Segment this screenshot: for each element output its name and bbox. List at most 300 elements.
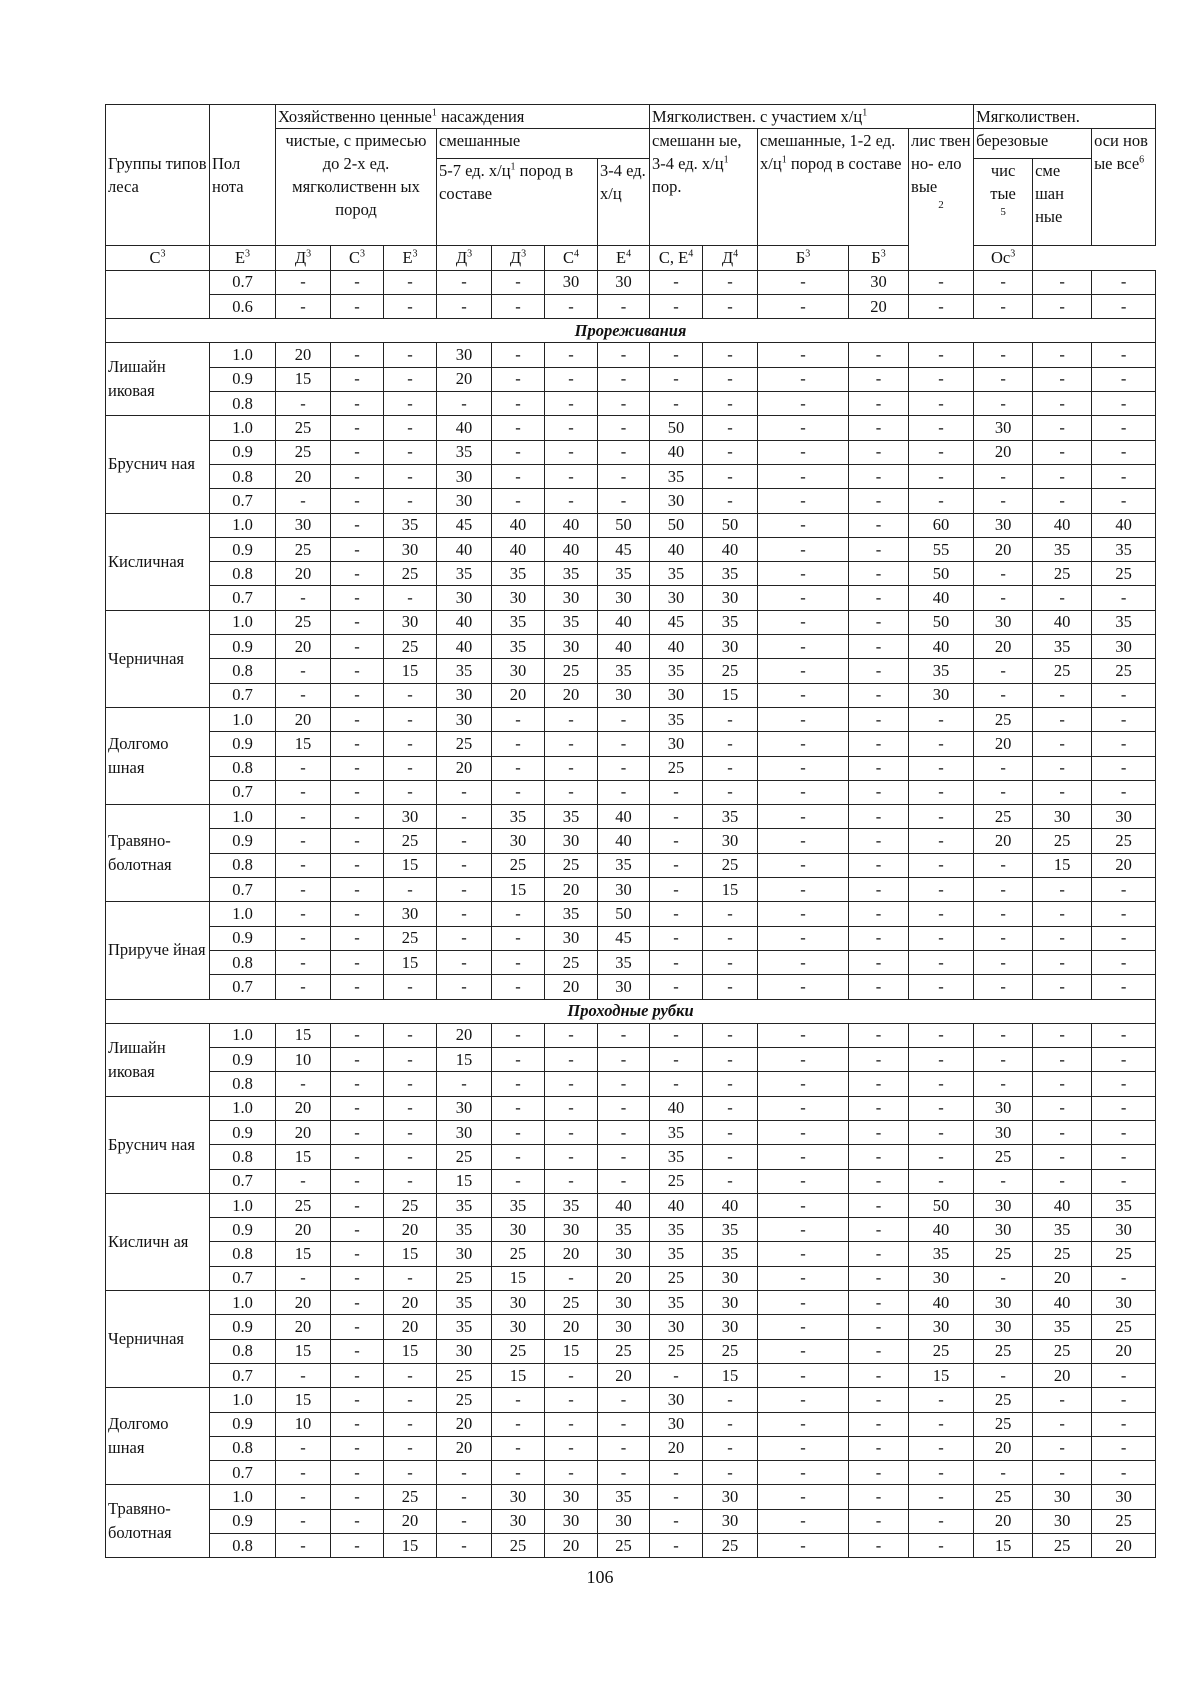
value-cell: 35 — [650, 562, 703, 586]
density-cell: 0.9 — [210, 1412, 276, 1436]
value-cell: 50 — [909, 610, 974, 634]
value-cell: - — [1033, 270, 1092, 294]
value-cell: 25 — [1092, 1509, 1156, 1533]
value-cell: 40 — [598, 610, 650, 634]
value-cell: 20 — [1092, 1339, 1156, 1363]
value-cell: 50 — [650, 416, 703, 440]
value-cell: 25 — [276, 440, 331, 464]
value-cell: - — [650, 1461, 703, 1485]
value-cell: 40 — [437, 416, 492, 440]
value-cell: - — [276, 1509, 331, 1533]
density-cell: 0.9 — [210, 367, 276, 391]
value-cell: 25 — [1033, 1339, 1092, 1363]
value-cell: - — [758, 343, 849, 367]
value-cell: 30 — [849, 270, 909, 294]
value-cell: 30 — [1092, 1485, 1156, 1509]
value-cell: - — [650, 392, 703, 416]
value-cell: - — [276, 489, 331, 513]
table-row — [106, 1534, 1156, 1558]
value-cell: - — [437, 975, 492, 999]
value-cell: - — [1033, 1096, 1092, 1120]
value-cell: - — [331, 732, 384, 756]
value-cell: - — [758, 926, 849, 950]
value-cell: - — [909, 756, 974, 780]
header-density — [210, 105, 276, 246]
value-cell: 35 — [650, 464, 703, 488]
table-row — [106, 513, 1156, 537]
density-cell: 0.8 — [210, 562, 276, 586]
forest-group-name: Травяно- болотная — [106, 805, 210, 902]
density-cell: 0.8 — [210, 1145, 276, 1169]
value-cell: - — [1033, 1169, 1092, 1193]
value-cell: 20 — [545, 683, 598, 707]
value-cell: 30 — [703, 1315, 758, 1339]
value-cell: - — [974, 975, 1033, 999]
header-groups — [106, 105, 210, 246]
species-sup: 3 — [306, 248, 312, 260]
value-cell: - — [598, 1412, 650, 1436]
value-cell: - — [758, 1193, 849, 1217]
header-soft-mixed12 — [758, 129, 909, 246]
value-cell: - — [331, 489, 384, 513]
value-cell: 35 — [492, 562, 545, 586]
value-cell: 30 — [437, 343, 492, 367]
value-cell: 25 — [545, 1291, 598, 1315]
value-cell: - — [849, 416, 909, 440]
value-cell: - — [703, 975, 758, 999]
species-sup: 3 — [160, 248, 166, 260]
density-cell: 1.0 — [210, 1291, 276, 1315]
value-cell: - — [331, 294, 384, 318]
value-cell: - — [974, 780, 1033, 804]
value-cell: - — [276, 926, 331, 950]
density-cell: 0.9 — [210, 1048, 276, 1072]
header-mixed34 — [598, 159, 650, 246]
value-cell: - — [276, 392, 331, 416]
value-cell: - — [1092, 343, 1156, 367]
header-valuable-text: Хозяйственно ценные — [278, 107, 432, 126]
density-cell: 0.9 — [210, 1218, 276, 1242]
value-cell: 10 — [276, 1412, 331, 1436]
value-cell: 25 — [384, 1193, 437, 1217]
value-cell: - — [1092, 1436, 1156, 1460]
value-cell: 40 — [703, 537, 758, 561]
value-cell: 35 — [1092, 1193, 1156, 1217]
value-cell: - — [909, 1096, 974, 1120]
value-cell: - — [974, 392, 1033, 416]
density-cell: 1.0 — [210, 416, 276, 440]
table-row — [106, 1023, 1156, 1047]
header-groups-label: Группы типов леса — [108, 154, 207, 197]
value-cell: 25 — [384, 926, 437, 950]
table-row — [106, 756, 1156, 780]
value-cell: - — [276, 1485, 331, 1509]
value-cell: - — [545, 1072, 598, 1096]
value-cell: 20 — [974, 829, 1033, 853]
value-cell: - — [1092, 392, 1156, 416]
value-cell: - — [437, 1461, 492, 1485]
table-row — [106, 1048, 1156, 1072]
value-cell: 35 — [437, 1193, 492, 1217]
species-label: Д — [509, 248, 522, 268]
species-cell — [210, 246, 276, 270]
value-cell: - — [974, 1461, 1033, 1485]
value-cell: - — [974, 270, 1033, 294]
value-cell: - — [1092, 1266, 1156, 1290]
table-row — [106, 1315, 1156, 1339]
value-cell: 20 — [276, 1218, 331, 1242]
value-cell: 40 — [545, 513, 598, 537]
value-cell: - — [331, 1048, 384, 1072]
value-cell: - — [1092, 1096, 1156, 1120]
value-cell: 35 — [650, 1120, 703, 1144]
value-cell: - — [849, 1461, 909, 1485]
value-cell: - — [703, 1048, 758, 1072]
value-cell: 25 — [650, 1169, 703, 1193]
table-row — [106, 1339, 1156, 1363]
value-cell: 40 — [650, 537, 703, 561]
value-cell: - — [1033, 732, 1092, 756]
species-label: С — [348, 248, 360, 268]
value-cell: - — [703, 392, 758, 416]
value-cell: - — [1092, 975, 1156, 999]
value-cell: - — [974, 1023, 1033, 1047]
value-cell: 25 — [545, 659, 598, 683]
value-cell: - — [598, 1072, 650, 1096]
value-cell: - — [650, 902, 703, 926]
value-cell: - — [1033, 1388, 1092, 1412]
value-cell: 15 — [276, 367, 331, 391]
header-soft-mixed12-a: смешанные, 1-2 ед. — [760, 131, 896, 151]
density-cell: 0.7 — [210, 586, 276, 610]
value-cell: 30 — [598, 683, 650, 707]
value-cell: 35 — [650, 1145, 703, 1169]
group-cell-empty — [106, 270, 210, 319]
value-cell: 30 — [598, 1291, 650, 1315]
species-cell — [384, 246, 437, 270]
value-cell: - — [276, 1363, 331, 1387]
value-cell: - — [909, 1534, 974, 1558]
value-cell: - — [492, 270, 545, 294]
value-cell: - — [331, 1485, 384, 1509]
value-cell: 30 — [384, 537, 437, 561]
value-cell: - — [703, 902, 758, 926]
value-cell: - — [909, 1485, 974, 1509]
value-cell: - — [1033, 683, 1092, 707]
value-cell: 40 — [598, 1193, 650, 1217]
value-cell: 30 — [650, 1388, 703, 1412]
value-cell: 30 — [1092, 805, 1156, 829]
species-label: Ос — [990, 248, 1011, 268]
value-cell: 25 — [1033, 659, 1092, 683]
value-cell: - — [1033, 1145, 1092, 1169]
value-cell: - — [545, 294, 598, 318]
value-cell: 50 — [909, 562, 974, 586]
value-cell: - — [545, 367, 598, 391]
value-cell: - — [703, 926, 758, 950]
value-cell: - — [437, 780, 492, 804]
value-cell: - — [492, 1412, 545, 1436]
value-cell: - — [492, 1461, 545, 1485]
value-cell: 30 — [974, 513, 1033, 537]
value-cell: - — [974, 659, 1033, 683]
species-sup: 3 — [805, 248, 811, 260]
value-cell: - — [703, 707, 758, 731]
value-cell: - — [331, 1388, 384, 1412]
value-cell: - — [492, 1048, 545, 1072]
table-row — [106, 367, 1156, 391]
value-cell: 40 — [437, 610, 492, 634]
value-cell: - — [758, 732, 849, 756]
value-cell: 35 — [598, 659, 650, 683]
value-cell: - — [758, 416, 849, 440]
value-cell: 30 — [545, 586, 598, 610]
density-cell: 1.0 — [210, 1023, 276, 1047]
value-cell: 35 — [1092, 537, 1156, 561]
value-cell: - — [384, 1096, 437, 1120]
value-cell: 40 — [492, 513, 545, 537]
value-cell: - — [598, 1436, 650, 1460]
value-cell: 20 — [384, 1509, 437, 1533]
value-cell: - — [545, 1145, 598, 1169]
value-cell: - — [437, 392, 492, 416]
value-cell: - — [545, 392, 598, 416]
value-cell: - — [384, 294, 437, 318]
value-cell: 35 — [384, 513, 437, 537]
value-cell: - — [598, 440, 650, 464]
density-cell: 0.7 — [210, 270, 276, 294]
density-cell: 0.8 — [210, 1072, 276, 1096]
value-cell: 40 — [650, 635, 703, 659]
value-cell: - — [849, 1339, 909, 1363]
table-row — [106, 829, 1156, 853]
species-label: Е — [402, 248, 413, 268]
header-soft-mixed12-b: х/ц — [760, 154, 782, 174]
value-cell: - — [758, 1315, 849, 1339]
species-cell — [598, 246, 650, 270]
value-cell: 35 — [1033, 537, 1092, 561]
value-cell: 35 — [650, 1242, 703, 1266]
value-cell: - — [545, 1461, 598, 1485]
value-cell: - — [384, 367, 437, 391]
header-birch-pure — [974, 159, 1033, 246]
value-cell: - — [974, 489, 1033, 513]
value-cell: 15 — [703, 1363, 758, 1387]
value-cell: - — [849, 805, 909, 829]
value-cell: 20 — [545, 1534, 598, 1558]
value-cell: - — [849, 950, 909, 974]
value-cell: 30 — [1092, 1218, 1156, 1242]
value-cell: - — [545, 464, 598, 488]
header-softleaf — [974, 105, 1156, 129]
table-row — [106, 1363, 1156, 1387]
species-label: Е — [615, 248, 627, 268]
value-cell: - — [1092, 707, 1156, 731]
value-cell: 30 — [545, 635, 598, 659]
density-cell: 0.8 — [210, 1436, 276, 1460]
density-cell: 1.0 — [210, 610, 276, 634]
value-cell: - — [909, 926, 974, 950]
value-cell: 35 — [598, 1218, 650, 1242]
value-cell: - — [650, 926, 703, 950]
header-soft-mixed12-c: пород в составе — [790, 154, 902, 174]
value-cell: - — [703, 780, 758, 804]
species-sup: 4 — [688, 248, 694, 260]
value-cell: - — [758, 1242, 849, 1266]
value-cell: - — [849, 902, 909, 926]
density-cell: 1.0 — [210, 1096, 276, 1120]
value-cell: - — [909, 1509, 974, 1533]
header-deciduous-note: 2 — [938, 199, 944, 212]
value-cell: - — [331, 1169, 384, 1193]
value-cell: 25 — [437, 1363, 492, 1387]
value-cell: - — [331, 1242, 384, 1266]
table-row — [106, 975, 1156, 999]
value-cell: - — [650, 975, 703, 999]
header-mixed-text: смешанные — [439, 131, 521, 151]
value-cell: - — [1092, 464, 1156, 488]
value-cell: 20 — [276, 1315, 331, 1339]
density-cell: 0.9 — [210, 1509, 276, 1533]
value-cell: 15 — [492, 1266, 545, 1290]
value-cell: - — [909, 440, 974, 464]
value-cell: - — [650, 878, 703, 902]
value-cell: 25 — [909, 1339, 974, 1363]
value-cell: - — [384, 975, 437, 999]
value-cell: 25 — [384, 1485, 437, 1509]
value-cell: 30 — [909, 1266, 974, 1290]
species-sup: 3 — [412, 248, 418, 260]
value-cell: - — [331, 635, 384, 659]
value-cell: - — [276, 683, 331, 707]
value-cell: 30 — [650, 489, 703, 513]
header-softleaf-with — [650, 105, 974, 129]
value-cell: - — [758, 1534, 849, 1558]
value-cell: 25 — [598, 1339, 650, 1363]
value-cell: - — [1033, 975, 1092, 999]
table-row — [106, 1412, 1156, 1436]
value-cell: - — [598, 1048, 650, 1072]
header-softleaf-with-text: Мягколиствен. с участием х/ц — [652, 107, 863, 126]
value-cell: - — [331, 950, 384, 974]
value-cell: 50 — [598, 513, 650, 537]
value-cell: - — [974, 294, 1033, 318]
value-cell: - — [849, 1436, 909, 1460]
value-cell: - — [974, 878, 1033, 902]
value-cell: 25 — [703, 1339, 758, 1363]
table-row — [106, 1145, 1156, 1169]
value-cell: - — [384, 878, 437, 902]
value-cell: 35 — [1092, 610, 1156, 634]
value-cell: 40 — [545, 537, 598, 561]
value-cell: - — [849, 464, 909, 488]
value-cell: - — [384, 780, 437, 804]
value-cell: 25 — [437, 1388, 492, 1412]
value-cell: 25 — [974, 1145, 1033, 1169]
value-cell: - — [1033, 343, 1092, 367]
value-cell: 30 — [545, 926, 598, 950]
header-deciduous-text: лис твен но- ело вые — [911, 131, 971, 197]
value-cell: - — [909, 1048, 974, 1072]
value-cell: - — [849, 343, 909, 367]
species-cell — [276, 246, 331, 270]
header-deciduous — [909, 129, 974, 270]
density-cell: 1.0 — [210, 1485, 276, 1509]
table-row — [106, 586, 1156, 610]
density-cell: 0.8 — [210, 1242, 276, 1266]
value-cell: - — [909, 732, 974, 756]
value-cell: - — [331, 878, 384, 902]
forest-group-name: Прируче йная — [106, 902, 210, 999]
value-cell: 25 — [276, 1193, 331, 1217]
value-cell: 30 — [703, 586, 758, 610]
value-cell: - — [849, 440, 909, 464]
value-cell: - — [703, 1096, 758, 1120]
header-valuable-sup: 1 — [431, 107, 437, 119]
value-cell: 15 — [384, 1242, 437, 1266]
value-cell: 20 — [598, 1266, 650, 1290]
value-cell: - — [384, 1388, 437, 1412]
value-cell: 15 — [437, 1048, 492, 1072]
value-cell: - — [598, 489, 650, 513]
value-cell: - — [598, 392, 650, 416]
value-cell: 15 — [974, 1534, 1033, 1558]
value-cell: - — [909, 707, 974, 731]
value-cell: - — [331, 1412, 384, 1436]
value-cell: 20 — [276, 1120, 331, 1144]
value-cell: 40 — [909, 1218, 974, 1242]
value-cell: 40 — [1092, 513, 1156, 537]
value-cell: 30 — [492, 1291, 545, 1315]
value-cell: 15 — [276, 1339, 331, 1363]
value-cell: - — [849, 513, 909, 537]
value-cell: 25 — [703, 853, 758, 877]
value-cell: - — [909, 1072, 974, 1096]
value-cell: - — [1092, 1169, 1156, 1193]
value-cell: 35 — [437, 1291, 492, 1315]
value-cell: - — [758, 805, 849, 829]
value-cell: - — [492, 756, 545, 780]
table-row — [106, 489, 1156, 513]
species-sup: 3 — [360, 248, 365, 260]
value-cell: - — [758, 1291, 849, 1315]
value-cell: 30 — [703, 1485, 758, 1509]
value-cell: - — [598, 343, 650, 367]
value-cell: 30 — [492, 1509, 545, 1533]
value-cell: - — [1092, 270, 1156, 294]
value-cell: - — [1092, 1363, 1156, 1387]
density-cell: 0.7 — [210, 1363, 276, 1387]
value-cell: 30 — [974, 1315, 1033, 1339]
species-label: Д — [721, 248, 734, 268]
value-cell: 25 — [545, 853, 598, 877]
table-row — [106, 537, 1156, 561]
density-cell: 1.0 — [210, 343, 276, 367]
value-cell: - — [331, 1363, 384, 1387]
value-cell: - — [909, 343, 974, 367]
value-cell: - — [384, 464, 437, 488]
value-cell: - — [1092, 440, 1156, 464]
value-cell: 40 — [650, 1193, 703, 1217]
value-cell: - — [598, 464, 650, 488]
value-cell: - — [331, 1266, 384, 1290]
value-cell: - — [849, 1145, 909, 1169]
value-cell: - — [545, 1266, 598, 1290]
value-cell: 30 — [909, 1315, 974, 1339]
value-cell: - — [437, 853, 492, 877]
value-cell: 35 — [545, 902, 598, 926]
value-cell: - — [974, 1072, 1033, 1096]
